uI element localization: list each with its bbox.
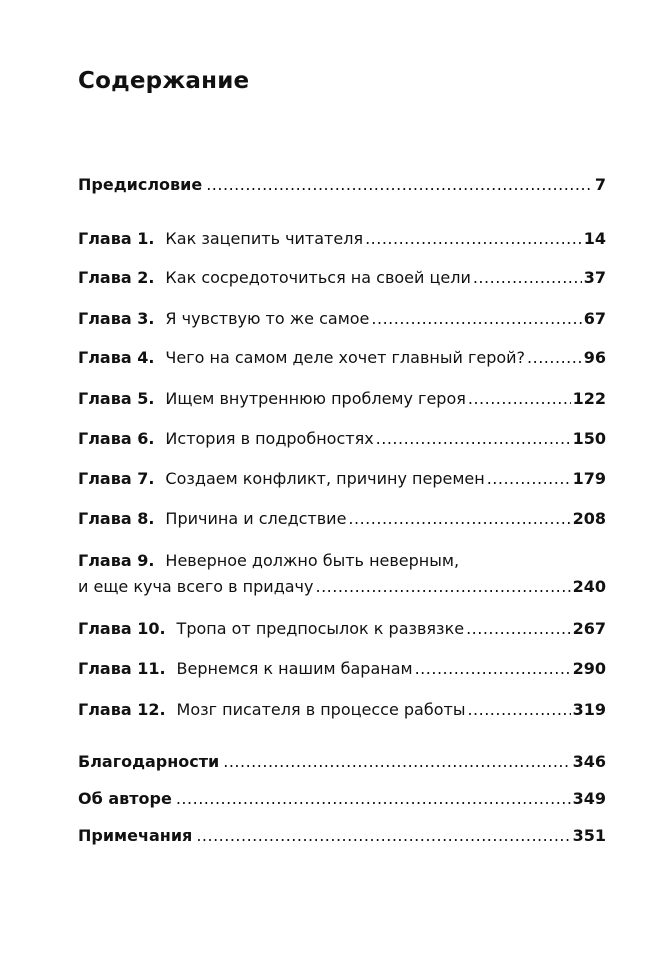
toc-page-number: 351 xyxy=(572,826,606,845)
dot-leader xyxy=(527,347,582,369)
toc-entry-chapter-4[interactable] xyxy=(78,347,606,369)
toc-page-number: 37 xyxy=(583,268,606,287)
chapter-number: Глава 1. xyxy=(78,229,155,248)
toc-page-number: 240 xyxy=(572,577,606,596)
toc-entry-label: Примечания xyxy=(78,826,193,845)
toc-entry-chapter-8[interactable] xyxy=(78,508,606,530)
toc-entry-notes[interactable] xyxy=(78,825,606,847)
toc-entry-label: Благодарности xyxy=(78,752,220,771)
toc-entry-label: Предисловие xyxy=(78,175,203,194)
toc-entry-about-author[interactable] xyxy=(78,788,606,810)
chapter-title: Ищем внутреннюю проблему героя xyxy=(165,389,466,408)
chapter-number: Глава 2. xyxy=(78,268,155,287)
chapter-title: Неверное должно быть неверным, xyxy=(165,551,460,570)
dot-leader xyxy=(176,788,571,810)
toc-entry-chapter-5[interactable] xyxy=(78,388,606,410)
chapter-number: Глава 4. xyxy=(78,348,155,367)
toc-page-number: 349 xyxy=(572,789,606,808)
toc-page-number: 150 xyxy=(572,429,606,448)
toc-page-number: 122 xyxy=(572,389,606,408)
chapter-title: Причина и следствие xyxy=(165,509,347,528)
toc-entry-chapter-7[interactable] xyxy=(78,468,606,490)
toc-page-number: 290 xyxy=(572,659,606,678)
toc-page-number: 267 xyxy=(572,619,606,638)
dot-leader xyxy=(206,174,593,196)
chapter-title-continued: и еще куча всего в придачу xyxy=(78,577,314,596)
dot-leader xyxy=(315,576,570,598)
chapter-title: Как сосредоточиться на своей цели xyxy=(165,268,471,287)
toc-entry-chapter-1[interactable] xyxy=(78,228,606,250)
dot-leader xyxy=(468,388,571,410)
chapter-number: Глава 3. xyxy=(78,309,155,328)
chapter-number: Глава 11. xyxy=(78,659,166,678)
dot-leader xyxy=(365,228,582,250)
toc-entry-label: Об авторе xyxy=(78,789,172,808)
toc-entry-chapter-2[interactable] xyxy=(78,267,606,289)
toc-page-number: 208 xyxy=(572,509,606,528)
chapter-number: Глава 6. xyxy=(78,429,155,448)
chapter-title: Создаем конфликт, причину перемен xyxy=(165,469,485,488)
toc-page-number: 14 xyxy=(583,229,606,248)
chapter-title: Чего на самом деле хочет главный герой? xyxy=(165,348,526,367)
dot-leader xyxy=(466,618,571,640)
page-title: Содержание xyxy=(78,68,250,94)
toc-page-number: 346 xyxy=(572,752,606,771)
chapter-title: История в подробностях xyxy=(165,429,374,448)
chapter-number: Глава 5. xyxy=(78,389,155,408)
toc-entry-chapter-6[interactable] xyxy=(78,428,606,450)
toc-entry-chapter-9-line-1[interactable] xyxy=(78,550,606,572)
toc-entry-preface[interactable] xyxy=(78,174,606,196)
chapter-number: Глава 7. xyxy=(78,469,155,488)
chapter-title: Тропа от предпосылок к развязке xyxy=(176,619,465,638)
toc-entry-chapter-12[interactable] xyxy=(78,699,606,721)
toc-entry-chapter-10[interactable] xyxy=(78,618,606,640)
toc-entry-chapter-9-line-2[interactable] xyxy=(78,576,606,598)
chapter-title: Мозг писателя в процессе работы xyxy=(176,700,466,719)
dot-leader xyxy=(223,751,570,773)
dot-leader xyxy=(371,308,581,330)
dot-leader xyxy=(376,428,571,450)
toc-entry-acknowledgements[interactable] xyxy=(78,751,606,773)
chapter-number: Глава 8. xyxy=(78,509,155,528)
toc-page-number: 179 xyxy=(572,469,606,488)
toc-page-number: 7 xyxy=(594,175,606,194)
dot-leader xyxy=(348,508,570,530)
toc-entry-chapter-11[interactable] xyxy=(78,658,606,680)
toc-page-number: 319 xyxy=(572,700,606,719)
toc-entry-chapter-3[interactable] xyxy=(78,308,606,330)
dot-leader xyxy=(487,468,571,490)
chapter-number: Глава 9. xyxy=(78,551,155,570)
dot-leader xyxy=(196,825,570,847)
toc-page-number: 67 xyxy=(583,309,606,328)
chapter-title: Я чувствую то же самое xyxy=(165,309,370,328)
dot-leader xyxy=(473,267,582,289)
toc-page-number: 96 xyxy=(583,348,606,367)
dot-leader xyxy=(467,699,570,721)
chapter-title: Вернемся к нашим баранам xyxy=(176,659,413,678)
chapter-number: Глава 12. xyxy=(78,700,166,719)
dot-leader xyxy=(415,658,571,680)
chapter-number: Глава 10. xyxy=(78,619,166,638)
chapter-title: Как зацепить читателя xyxy=(165,229,364,248)
